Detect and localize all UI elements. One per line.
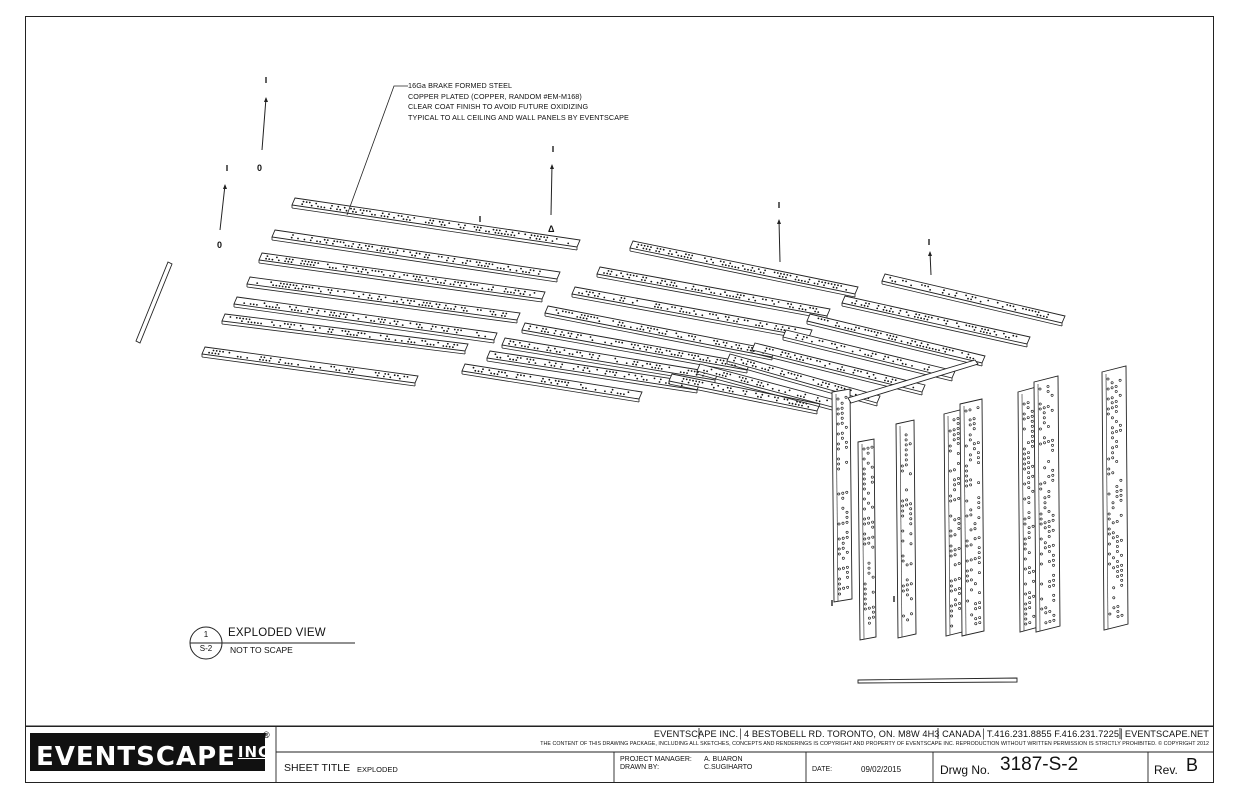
note-line: TYPICAL TO ALL CEILING AND WALL PANELS BY EVENTSCAPE xyxy=(408,112,629,122)
company-info: EVENTSCAPE INC.│4 BESTOBELL RD. TORONTO, ON. M8W 4H3 CANADA│T.416.231.8855 F.416.231.7225│EVENTSCAPE.NET xyxy=(653,729,1209,739)
revision-label: Rev. xyxy=(1154,763,1178,777)
note-line: CLEAR COAT FINISH TO AVOID FUTURE OXIDIZING xyxy=(408,102,589,111)
hanger-rod xyxy=(779,220,780,262)
floor-rail xyxy=(858,678,1017,683)
wall-panel xyxy=(858,439,876,640)
registered-mark: ® xyxy=(263,730,270,740)
hanger-arrow xyxy=(223,184,227,189)
ceiling-panels xyxy=(202,198,1065,414)
drawing-number-label: Drwg No. xyxy=(940,763,991,777)
view-scale: NOT TO SCAPE xyxy=(230,645,293,655)
hanger-arrow xyxy=(777,219,781,224)
drawn-by-value: C.SUGIHARTO xyxy=(704,764,753,771)
copyright-notice: THE CONTENT OF THIS DRAWING PACKAGE, INCLUDING ALL SKETCHES, CONCEPTS AND RENDERINGS IS COPYRIGHT AND PROPERTY OF EVENTSCAPE INC. REPRODUCTION WITHOUT WRITTEN PERMISSION IS STRICTLY PROHIBITED. © COPYRIGHT 2012 xyxy=(540,741,1209,747)
logo-text: EVENTSCAPE xyxy=(36,742,236,772)
logo-suffix: INC xyxy=(237,743,271,761)
hanger-arrow xyxy=(264,97,268,102)
wall-panel xyxy=(960,399,984,636)
ceiling-panel xyxy=(572,287,812,340)
hanger-arrow xyxy=(928,251,932,256)
view-sheet-ref: S-2 xyxy=(199,644,213,653)
project-manager-label: PROJECT MANAGER: xyxy=(620,756,692,763)
note-line: 16Ga BRAKE FORMED STEEL xyxy=(408,81,513,90)
fastener-mark: Δ xyxy=(548,224,555,234)
fastener-mark: 0 xyxy=(217,240,223,250)
view-title: EXPLODED VIEW xyxy=(228,627,326,639)
side-rail xyxy=(136,262,172,343)
drawn-by-label: DRAWN BY: xyxy=(620,764,660,771)
drawing-number: 3187-S-2 xyxy=(1000,754,1079,775)
wall-panel xyxy=(1102,366,1128,630)
note-line: COPPER PLATED (COPPER, RANDOM #EM-M168) xyxy=(408,91,582,101)
sheet-title-label: SHEET TITLE xyxy=(284,762,351,774)
wall-panel xyxy=(896,420,916,638)
fastener-mark: 0 xyxy=(257,163,263,173)
view-number: 1 xyxy=(203,630,209,639)
ceiling-panel xyxy=(202,347,418,386)
project-manager-value: A. BUARON xyxy=(704,756,743,763)
revision-value: B xyxy=(1186,755,1199,775)
hanger-rod xyxy=(220,185,225,230)
wall-panel xyxy=(1034,376,1060,632)
company-logo xyxy=(30,733,271,772)
date-label: DATE: xyxy=(812,766,833,773)
wall-panels xyxy=(832,366,1128,640)
ceiling-panel xyxy=(630,241,858,297)
sheet-title-value: EXPLODED xyxy=(357,765,398,774)
wall-panel xyxy=(832,389,852,602)
project-labels xyxy=(620,756,692,772)
hanger-rod xyxy=(262,98,266,150)
hanger-rod xyxy=(551,165,552,215)
hanger-arrow xyxy=(550,164,554,169)
note-leader xyxy=(347,86,408,215)
material-note xyxy=(408,81,629,123)
date-value: 09/02/2015 xyxy=(861,765,902,774)
project-values xyxy=(704,756,752,772)
